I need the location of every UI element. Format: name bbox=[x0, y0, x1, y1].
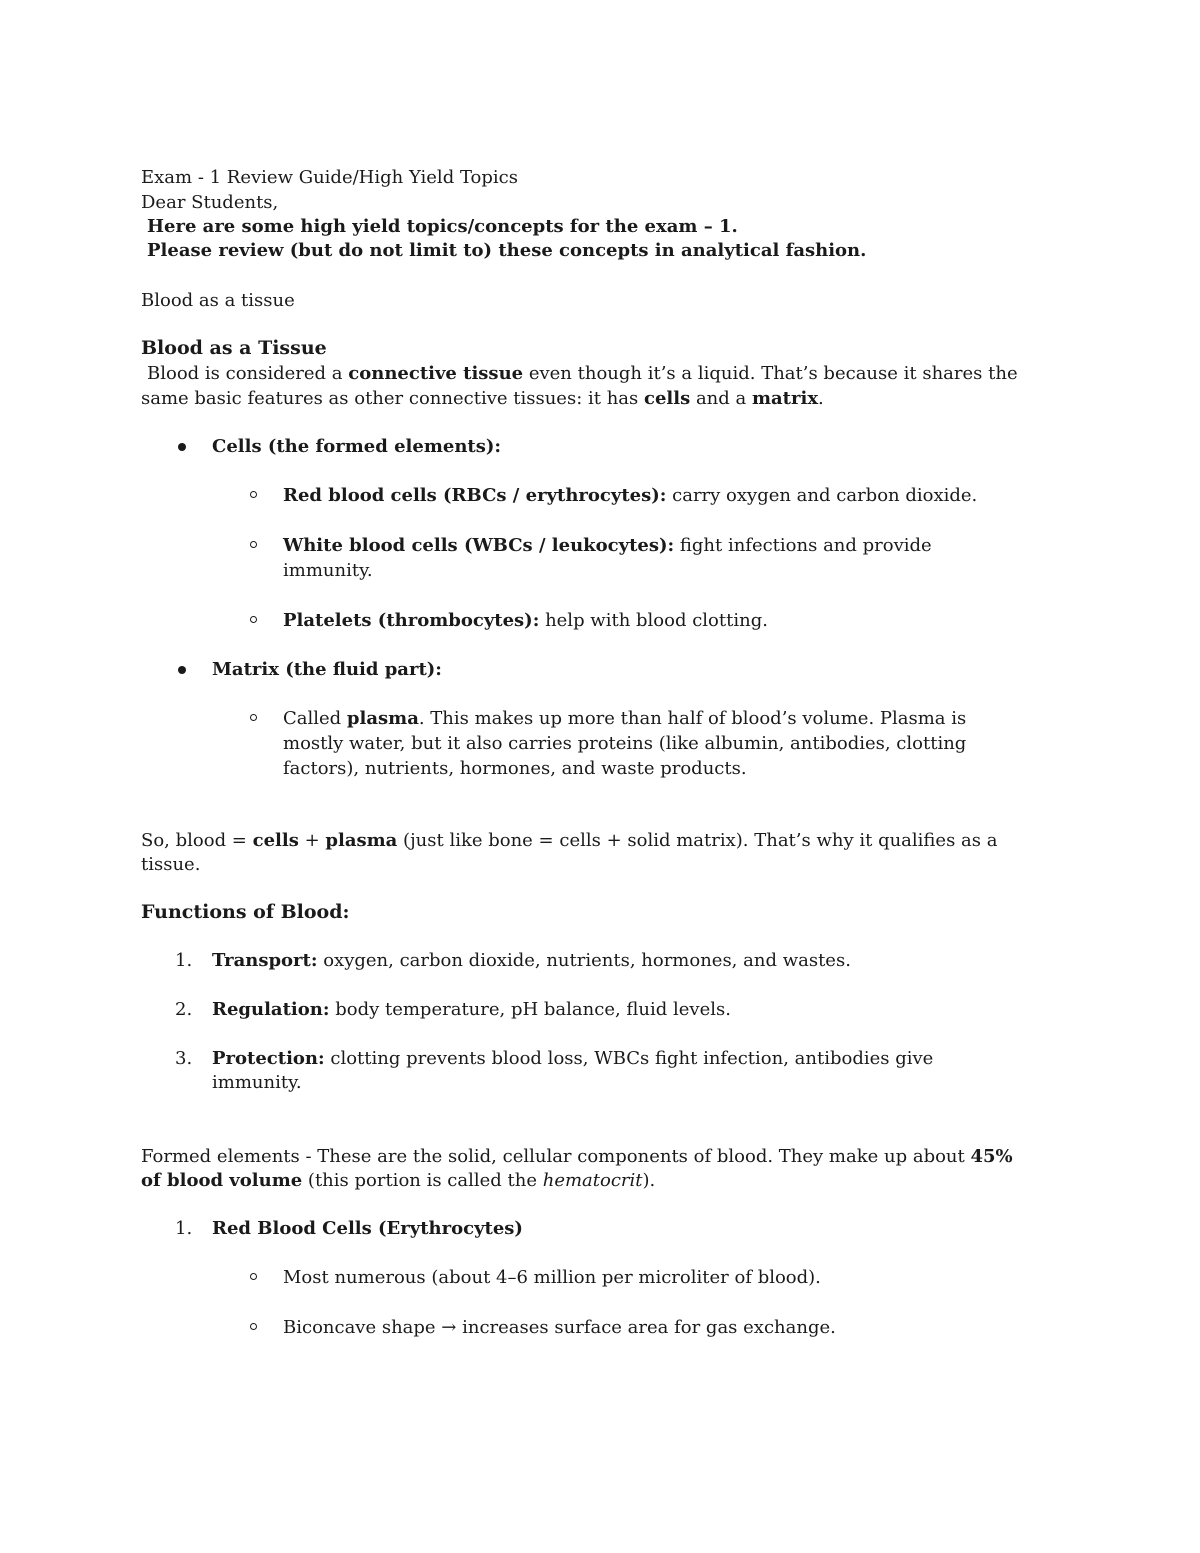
section-title-blood-tissue: Blood as a Tissue bbox=[141, 337, 327, 359]
function-item-protection-continued: immunity. bbox=[212, 1072, 302, 1093]
list-item-wbc-continued: immunity. bbox=[283, 560, 373, 581]
list-number: 2. bbox=[175, 999, 193, 1020]
cells-heading: Cells (the formed elements): bbox=[212, 436, 502, 457]
function-item-regulation: Regulation: body temperature, pH balance, fluid levels. bbox=[212, 999, 731, 1020]
topic-label: Blood as a tissue bbox=[141, 290, 295, 311]
intro-paragraph-line-2: same basic features as other connective tissues: it has cells and a matrix. bbox=[141, 388, 824, 409]
bullet-disc-icon bbox=[178, 666, 186, 674]
bullet-circle-icon bbox=[250, 1273, 257, 1280]
bullet-circle-icon bbox=[250, 491, 257, 498]
intro-line: Here are some high yield topics/concepts for the exam – 1. bbox=[147, 216, 738, 237]
intro-paragraph-line-1: Blood is considered a connective tissue even though it’s a liquid. That’s because it shares the bbox=[147, 363, 1018, 384]
list-item-wbc: White blood cells (WBCs / leukocytes): fight infections and provide bbox=[283, 535, 932, 556]
bullet-circle-icon bbox=[250, 714, 257, 721]
list-item-plasma-line-3: factors), nutrients, hormones, and waste products. bbox=[283, 758, 747, 779]
list-item-plasma-line-2: mostly water, but it also carries proteins (like albumin, antibodies, clotting bbox=[283, 733, 967, 754]
formed-elements-line-1: Formed elements - These are the solid, cellular components of blood. They make up about 45% bbox=[141, 1146, 1013, 1167]
function-item-transport: Transport: oxygen, carbon dioxide, nutrients, hormones, and wastes. bbox=[212, 950, 851, 971]
list-number: 1. bbox=[175, 1218, 193, 1239]
formed-elements-line-2: of blood volume (this portion is called the hematocrit). bbox=[141, 1170, 656, 1191]
greeting: Dear Students, bbox=[141, 192, 279, 213]
matrix-heading: Matrix (the fluid part): bbox=[212, 659, 442, 680]
list-item-plasma: Called plasma. This makes up more than half of blood’s volume. Plasma is bbox=[283, 708, 967, 729]
rbc-fact-shape: Biconcave shape → increases surface area for gas exchange. bbox=[283, 1317, 836, 1338]
bullet-disc-icon bbox=[178, 443, 186, 451]
list-number: 3. bbox=[175, 1048, 193, 1069]
summary-line-2: tissue. bbox=[141, 854, 201, 875]
functions-title: Functions of Blood: bbox=[141, 901, 350, 923]
list-item-platelets: Platelets (thrombocytes): help with blood clotting. bbox=[283, 610, 768, 631]
exam-title: Exam - 1 Review Guide/High Yield Topics bbox=[141, 167, 518, 188]
function-item-protection: Protection: clotting prevents blood loss, WBCs fight infection, antibodies give bbox=[212, 1048, 934, 1069]
list-item-rbc: Red blood cells (RBCs / erythrocytes): carry oxygen and carbon dioxide. bbox=[283, 485, 978, 506]
summary-line-1: So, blood = cells + plasma (just like bone = cells + solid matrix). That’s why it qualifies as a bbox=[141, 830, 998, 851]
review-instruction: Please review (but do not limit to) these concepts in analytical fashion. bbox=[147, 240, 867, 261]
list-number: 1. bbox=[175, 950, 193, 971]
rbc-fact-numerous: Most numerous (about 4–6 million per microliter of blood). bbox=[283, 1267, 821, 1288]
bullet-circle-icon bbox=[250, 616, 257, 623]
bullet-circle-icon bbox=[250, 1323, 257, 1330]
rbc-heading: Red Blood Cells (Erythrocytes) bbox=[212, 1218, 523, 1239]
bullet-circle-icon bbox=[250, 541, 257, 548]
